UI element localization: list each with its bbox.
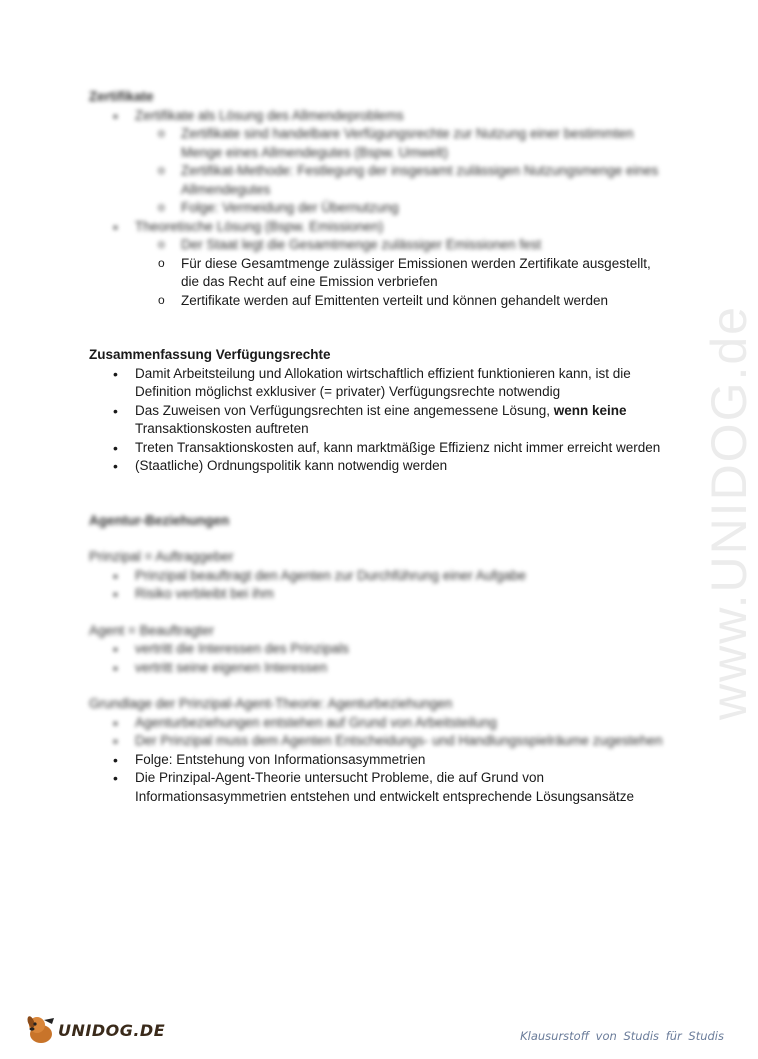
section-heading: Zertifikate: [89, 89, 154, 104]
bullet-list-visible: [89, 751, 669, 807]
sub-list-item: o Zertifikate werden auf Emittenten verteilt und können gehandelt werden: [89, 292, 669, 311]
footer-tagline: Klausurstoff von Studis für Studis: [520, 1029, 724, 1043]
list-item: • Zertifikate als Lösung des Allmendeproblems: [89, 107, 669, 126]
sub-list-item: o Für diese Gesamtmenge zulässiger Emissionen werden Zertifikate ausgestellt, die das Recht auf eine Emission verbriefen: [89, 255, 669, 292]
list-item: • Treten Transaktionskosten auf, kann marktmäßige Effizienz nicht immer erreicht werden: [89, 439, 669, 458]
unidog-logo[interactable]: [24, 1012, 164, 1048]
watermark: www.UNIDOG.de: [701, 305, 757, 720]
list-item: • Der Prinzipal muss dem Agenten Entscheidungs- und Handlungsspielräume zugestehen: [89, 732, 669, 751]
list-item: • vertritt seine eigenen Interessen: [89, 659, 669, 678]
list-item: • Folge: Entstehung von Informationsasymmetrien: [89, 751, 669, 770]
bullet-list: [89, 567, 669, 604]
section-heading: Zusammenfassung Verfügungsrechte: [89, 347, 331, 362]
bullet-list: [89, 714, 669, 751]
list-item: • Prinzipal beauftragt den Agenten zur Durchführung einer Aufgabe: [89, 567, 669, 586]
bullet-list: [89, 640, 669, 677]
sub-list-item: o Zertifikate sind handelbare Verfügungsrechte zur Nutzung einer bestimmten Menge eines Allmendegutes (Bspw. Umwelt): [89, 125, 669, 162]
bullet-list: [89, 107, 669, 255]
list-item: [89, 402, 669, 439]
subsection-title: Prinzipal = Auftraggeber: [89, 549, 234, 564]
section-heading: Agentur-Beziehungen: [89, 512, 230, 528]
sub-list-item: o Zertifikat-Methode: Festlegung der insgesamt zulässigen Nutzungsmenge eines Allmendegutes: [89, 162, 669, 199]
list-item: • (Staatliche) Ordnungspolitik kann notwendig werden: [89, 457, 669, 476]
list-item: • Agenturbeziehungen entstehen auf Grund von Arbeitsteilung: [89, 714, 669, 733]
list-item: • Risiko verbleibt bei ihm: [89, 585, 669, 604]
section-agentur-blurred: [89, 512, 669, 751]
section-zertifikate-blurred: [89, 88, 669, 255]
logo-text: UNIDOG.DE: [58, 1021, 166, 1040]
subsection-title: Agent = Beauftragter: [89, 622, 214, 638]
list-item: • Die Prinzipal-Agent-Theorie untersucht Probleme, die auf Grund von Informationsasymmetrien entstehen und entwickelt entsprechende Lösungsansätze: [89, 769, 669, 806]
bullet-list-visible: [89, 255, 669, 311]
list-item: • Theoretische Lösung (Bspw. Emissionen): [89, 218, 669, 237]
sub-list-item: o Folge: Vermeidung der Übernutzung: [89, 199, 669, 218]
subsection-title: Grundlage der Prinzipal-Agent-Theorie: Agenturbeziehungen: [89, 696, 453, 711]
list-item-text: Das Zuweisen von Verfügungsrechten ist eine angemessene Lösung,: [135, 402, 554, 418]
section-zusammenfassung: [89, 346, 669, 476]
document-body: [89, 88, 669, 806]
dog-mascot-icon: [24, 1012, 58, 1046]
list-item-text: Transaktionskosten auftreten: [135, 421, 309, 436]
list-item: • vertritt die Interessen des Prinzipals: [89, 640, 669, 659]
bullet-list: [89, 365, 669, 476]
emphasis-text: wenn keine: [553, 402, 627, 418]
sub-list-item: o Der Staat legt die Gesamtmenge zulässiger Emissionen fest: [89, 236, 669, 255]
list-item: • Damit Arbeitsteilung und Allokation wirtschaftlich effizient funktionieren kann, ist die Definition möglichst exklusiver (= privater) Verfügungsrechte notwendig: [89, 365, 669, 402]
